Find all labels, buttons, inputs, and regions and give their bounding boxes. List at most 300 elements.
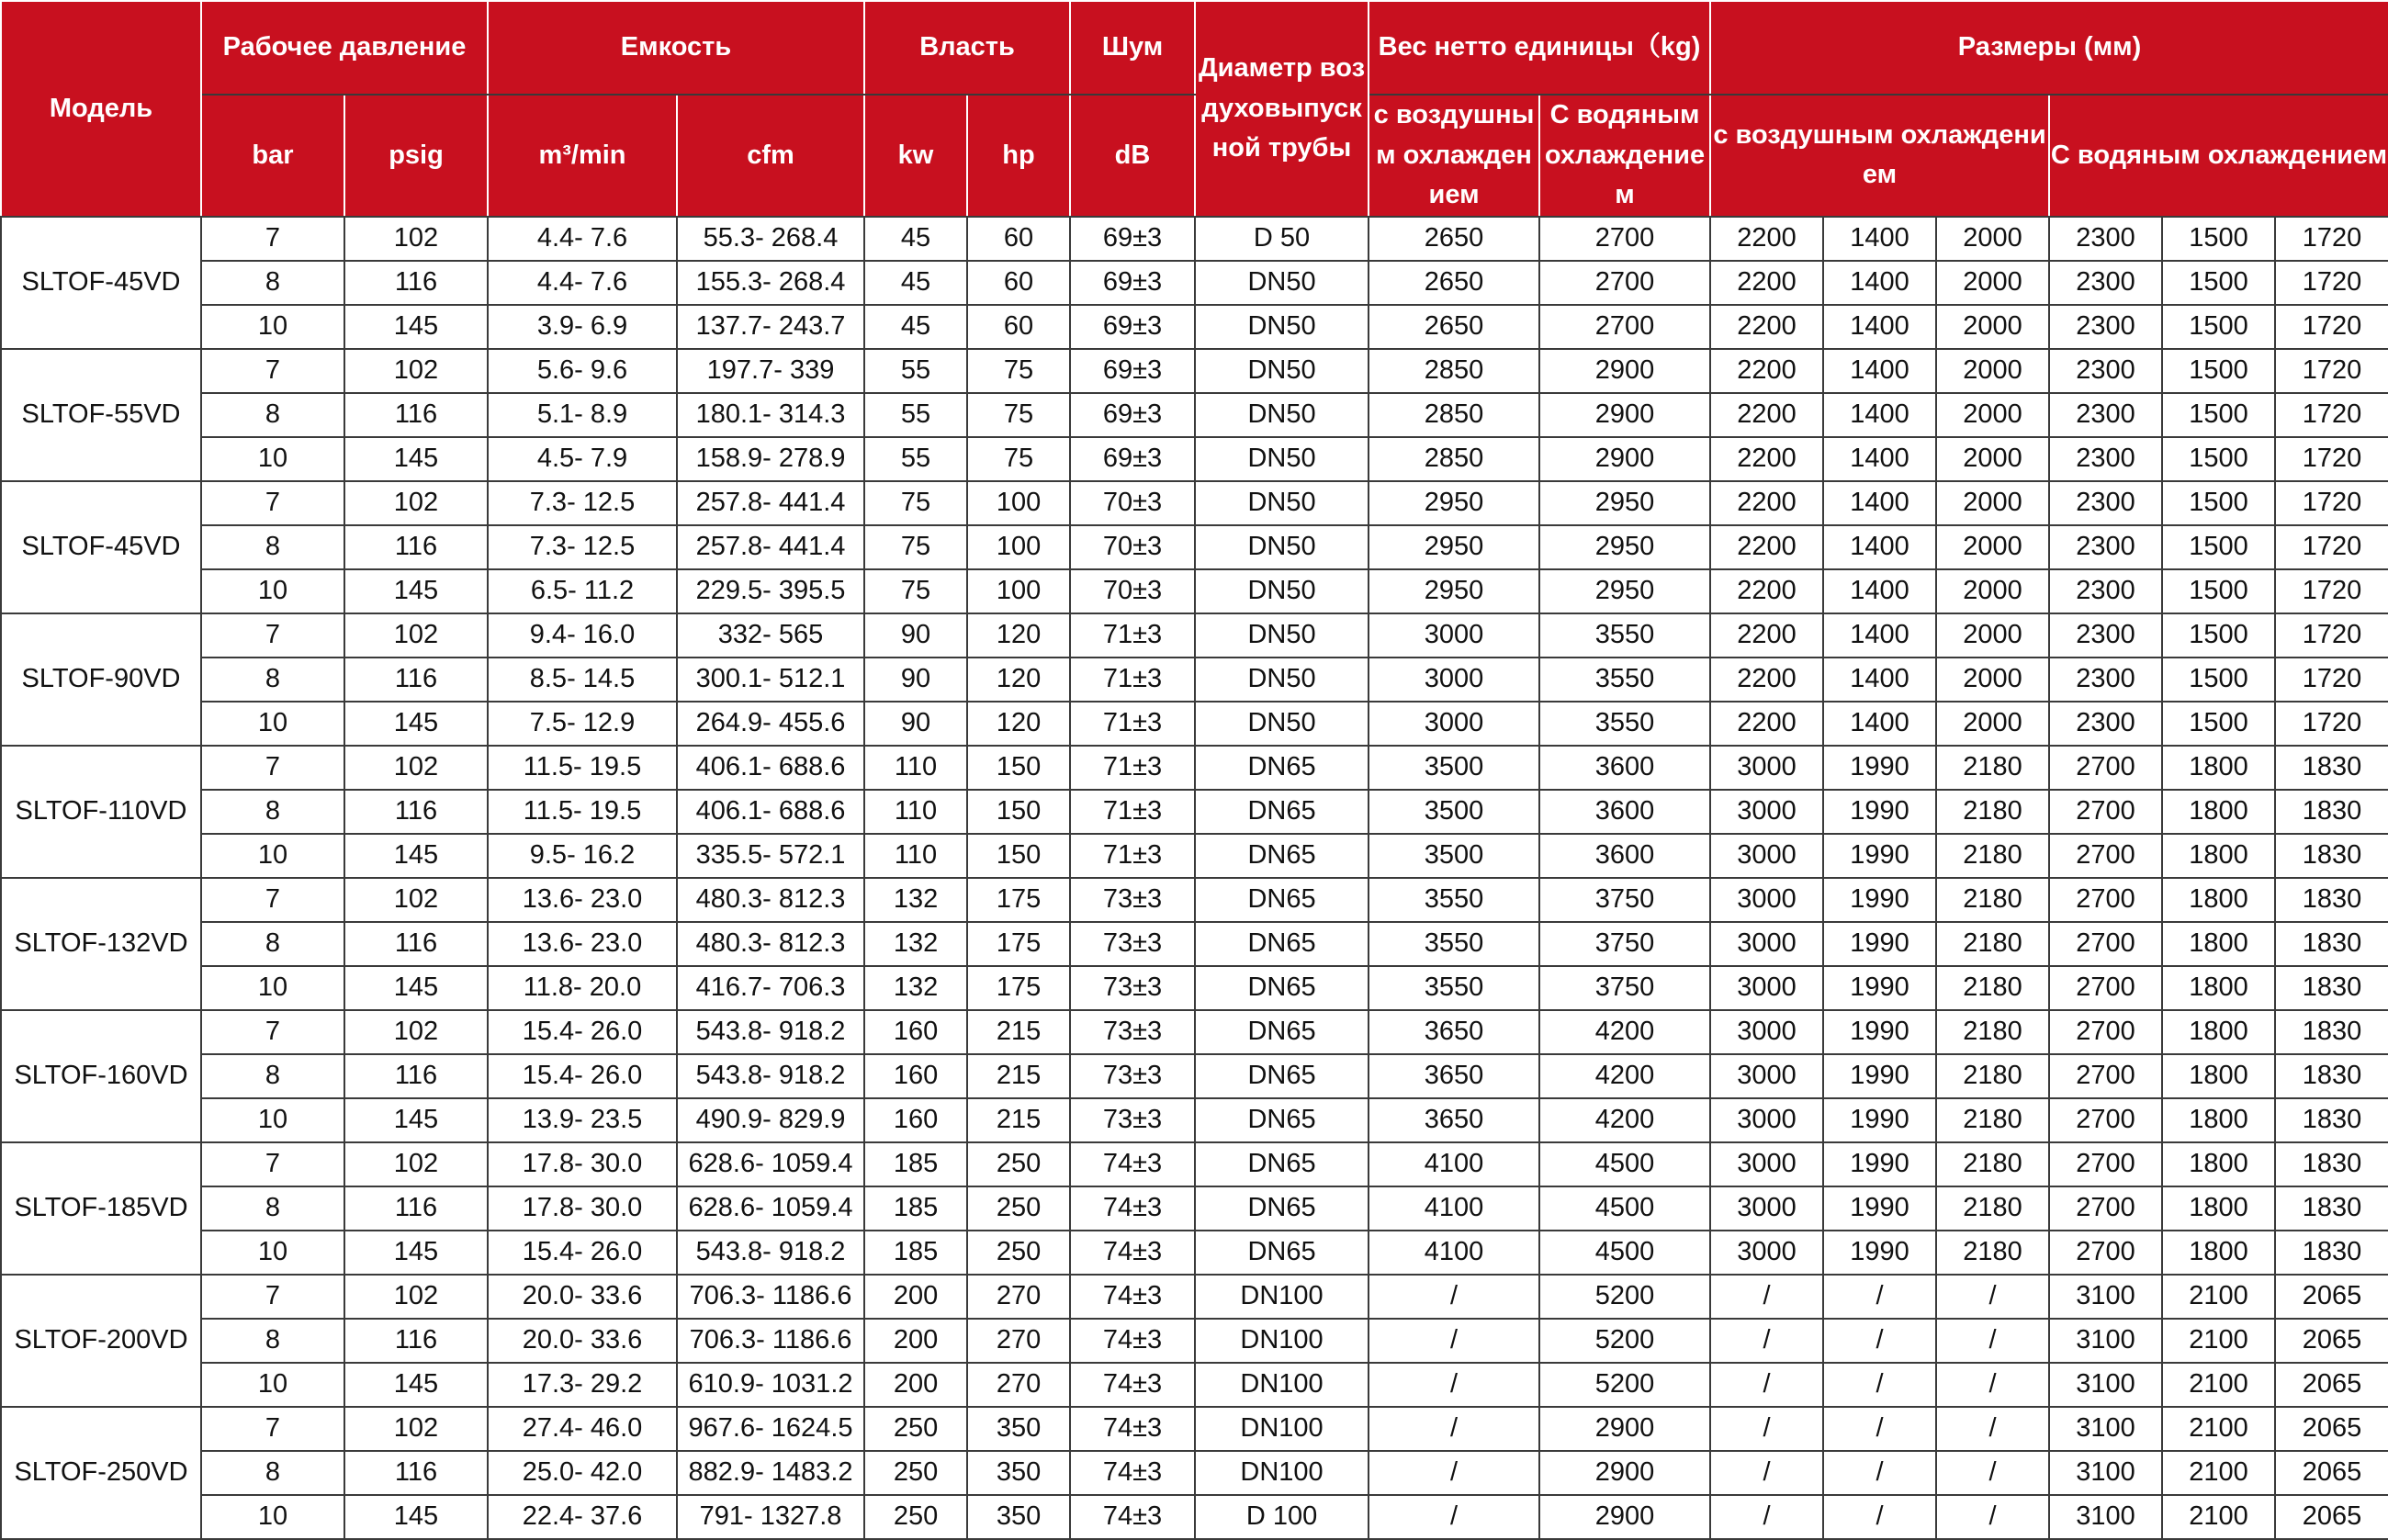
table-cell: 1400 bbox=[1823, 217, 1936, 261]
table-cell: 250 bbox=[967, 1231, 1070, 1275]
header-db: dB bbox=[1070, 95, 1195, 217]
table-cell: 3550 bbox=[1539, 658, 1710, 702]
table-cell: 2200 bbox=[1710, 437, 1823, 481]
table-cell: 406.1- 688.6 bbox=[677, 790, 864, 834]
header-capacity: Емкость bbox=[488, 1, 864, 95]
table-cell: 150 bbox=[967, 746, 1070, 790]
table-row bbox=[1, 1142, 2388, 1186]
table-cell: 250 bbox=[864, 1451, 967, 1495]
table-cell: 1800 bbox=[2162, 878, 2275, 922]
table-cell: 8 bbox=[201, 1319, 344, 1363]
table-cell: 1720 bbox=[2275, 481, 2388, 525]
table-cell: 3000 bbox=[1710, 746, 1823, 790]
table-cell: / bbox=[1369, 1407, 1539, 1451]
header-cfm: cfm bbox=[677, 95, 864, 217]
table-cell: 1990 bbox=[1823, 878, 1936, 922]
table-cell: 132 bbox=[864, 966, 967, 1010]
table-cell: 116 bbox=[344, 393, 488, 437]
table-cell: / bbox=[1369, 1319, 1539, 1363]
table-cell: 9.4- 16.0 bbox=[488, 613, 677, 658]
table-cell: 145 bbox=[344, 702, 488, 746]
table-cell: / bbox=[1710, 1407, 1823, 1451]
header-noise: Шум bbox=[1070, 1, 1195, 95]
table-cell: 10 bbox=[201, 702, 344, 746]
table-cell: 1990 bbox=[1823, 834, 1936, 878]
table-cell: 145 bbox=[344, 834, 488, 878]
table-row bbox=[1, 525, 2388, 569]
table-cell: 8 bbox=[201, 922, 344, 966]
table-row bbox=[1, 349, 2388, 393]
header-diameter: Диаметр воздуховыпускной трубы bbox=[1195, 1, 1369, 217]
table-cell: 2300 bbox=[2049, 437, 2162, 481]
table-cell: 158.9- 278.9 bbox=[677, 437, 864, 481]
table-cell: 7 bbox=[201, 1010, 344, 1054]
table-row bbox=[1, 613, 2388, 658]
table-cell: 2300 bbox=[2049, 305, 2162, 349]
table-cell: 2180 bbox=[1936, 790, 2049, 834]
table-cell: 45 bbox=[864, 261, 967, 305]
table-cell: 102 bbox=[344, 613, 488, 658]
table-cell: 9.5- 16.2 bbox=[488, 834, 677, 878]
table-cell: 1990 bbox=[1823, 1142, 1936, 1186]
table-cell: 2900 bbox=[1539, 1451, 1710, 1495]
table-cell: 2950 bbox=[1369, 525, 1539, 569]
table-cell: 2200 bbox=[1710, 525, 1823, 569]
table-cell: 145 bbox=[344, 966, 488, 1010]
table-cell: 4.4- 7.6 bbox=[488, 261, 677, 305]
table-cell: 116 bbox=[344, 525, 488, 569]
table-cell: 416.7- 706.3 bbox=[677, 966, 864, 1010]
table-cell: 73±3 bbox=[1070, 878, 1195, 922]
table-cell: 1400 bbox=[1823, 658, 1936, 702]
table-cell: 1500 bbox=[2162, 569, 2275, 613]
table-cell: 1800 bbox=[2162, 922, 2275, 966]
table-cell: / bbox=[1936, 1275, 2049, 1319]
table-cell: 1500 bbox=[2162, 217, 2275, 261]
table-row bbox=[1, 922, 2388, 966]
table-cell: 2000 bbox=[1936, 393, 2049, 437]
table-cell: / bbox=[1710, 1363, 1823, 1407]
table-cell: 120 bbox=[967, 658, 1070, 702]
table-cell: D 100 bbox=[1195, 1495, 1369, 1539]
header-weight-water: С водяным охлаждением bbox=[1539, 95, 1710, 217]
table-row bbox=[1, 569, 2388, 613]
table-cell: DN50 bbox=[1195, 525, 1369, 569]
table-cell: 1830 bbox=[2275, 1010, 2388, 1054]
table-cell: 1800 bbox=[2162, 1010, 2275, 1054]
table-cell: 120 bbox=[967, 702, 1070, 746]
table-cell: 74±3 bbox=[1070, 1407, 1195, 1451]
table-cell: 74±3 bbox=[1070, 1451, 1195, 1495]
table-cell: 90 bbox=[864, 702, 967, 746]
table-row bbox=[1, 1231, 2388, 1275]
header-power: Власть bbox=[864, 1, 1070, 95]
table-cell: 2180 bbox=[1936, 1231, 2049, 1275]
table-cell: 20.0- 33.6 bbox=[488, 1275, 677, 1319]
table-cell: DN65 bbox=[1195, 966, 1369, 1010]
table-cell: 2700 bbox=[2049, 966, 2162, 1010]
model-name-cell: SLTOF-110VD bbox=[1, 746, 201, 878]
table-cell: 1990 bbox=[1823, 1098, 1936, 1142]
table-cell: 2950 bbox=[1369, 569, 1539, 613]
table-cell: 2065 bbox=[2275, 1451, 2388, 1495]
table-cell: 2180 bbox=[1936, 1186, 2049, 1231]
table-cell: 250 bbox=[864, 1495, 967, 1539]
table-cell: 1400 bbox=[1823, 349, 1936, 393]
table-cell: / bbox=[1823, 1495, 1936, 1539]
table-cell: 1830 bbox=[2275, 1098, 2388, 1142]
table-row bbox=[1, 1363, 2388, 1407]
table-cell: 2650 bbox=[1369, 261, 1539, 305]
table-cell: 175 bbox=[967, 878, 1070, 922]
table-cell: 73±3 bbox=[1070, 1054, 1195, 1098]
table-cell: 3500 bbox=[1369, 790, 1539, 834]
table-cell: 1500 bbox=[2162, 261, 2275, 305]
table-cell: 1400 bbox=[1823, 613, 1936, 658]
header-weight: Вес нетто единицы（kg) bbox=[1369, 1, 1710, 95]
table-cell: 350 bbox=[967, 1407, 1070, 1451]
table-cell: 102 bbox=[344, 217, 488, 261]
table-cell: 70±3 bbox=[1070, 569, 1195, 613]
table-row bbox=[1, 658, 2388, 702]
table-cell: 102 bbox=[344, 746, 488, 790]
table-cell: 8 bbox=[201, 790, 344, 834]
table-cell: 10 bbox=[201, 966, 344, 1010]
table-cell: 7 bbox=[201, 349, 344, 393]
table-cell: 1500 bbox=[2162, 437, 2275, 481]
table-cell: 2000 bbox=[1936, 481, 2049, 525]
table-cell: / bbox=[1710, 1495, 1823, 1539]
table-cell: 3000 bbox=[1369, 658, 1539, 702]
table-cell: 350 bbox=[967, 1451, 1070, 1495]
table-cell: / bbox=[1823, 1451, 1936, 1495]
table-row bbox=[1, 878, 2388, 922]
table-cell: 15.4- 26.0 bbox=[488, 1231, 677, 1275]
table-cell: 7 bbox=[201, 1407, 344, 1451]
table-cell: 1830 bbox=[2275, 1054, 2388, 1098]
table-cell: 4100 bbox=[1369, 1231, 1539, 1275]
table-cell: 300.1- 512.1 bbox=[677, 658, 864, 702]
table-cell: 2180 bbox=[1936, 966, 2049, 1010]
table-cell: DN65 bbox=[1195, 1054, 1369, 1098]
table-cell: 1500 bbox=[2162, 349, 2275, 393]
table-cell: 145 bbox=[344, 1495, 488, 1539]
table-cell: 102 bbox=[344, 349, 488, 393]
table-cell: 257.8- 441.4 bbox=[677, 525, 864, 569]
table-cell: 10 bbox=[201, 1098, 344, 1142]
table-cell: 110 bbox=[864, 790, 967, 834]
table-row bbox=[1, 1451, 2388, 1495]
table-cell: 10 bbox=[201, 834, 344, 878]
table-cell: 102 bbox=[344, 481, 488, 525]
table-cell: 3000 bbox=[1710, 1010, 1823, 1054]
table-cell: 3000 bbox=[1710, 790, 1823, 834]
table-cell: 116 bbox=[344, 1054, 488, 1098]
header-model: Модель bbox=[1, 1, 201, 217]
table-cell: 2700 bbox=[2049, 878, 2162, 922]
table-cell: 1990 bbox=[1823, 790, 1936, 834]
table-cell: 3750 bbox=[1539, 922, 1710, 966]
table-row bbox=[1, 746, 2388, 790]
table-cell: 2700 bbox=[2049, 1142, 2162, 1186]
table-cell: 1800 bbox=[2162, 1054, 2275, 1098]
header-psig: psig bbox=[344, 95, 488, 217]
table-cell: 17.8- 30.0 bbox=[488, 1186, 677, 1231]
table-cell: 1800 bbox=[2162, 1231, 2275, 1275]
table-cell: 3000 bbox=[1369, 613, 1539, 658]
table-cell: 1830 bbox=[2275, 1142, 2388, 1186]
header-dim-air: с воздушным охлаждением bbox=[1710, 95, 2049, 217]
table-cell: / bbox=[1936, 1407, 2049, 1451]
table-cell: / bbox=[1936, 1363, 2049, 1407]
table-cell: 2180 bbox=[1936, 1054, 2049, 1098]
table-cell: 55.3- 268.4 bbox=[677, 217, 864, 261]
table-cell: 120 bbox=[967, 613, 1070, 658]
table-cell: 17.3- 29.2 bbox=[488, 1363, 677, 1407]
table-cell: 1500 bbox=[2162, 658, 2275, 702]
table-cell: 1500 bbox=[2162, 613, 2275, 658]
table-cell: 175 bbox=[967, 966, 1070, 1010]
table-cell: 3000 bbox=[1710, 922, 1823, 966]
table-cell: 55 bbox=[864, 437, 967, 481]
table-cell: 3000 bbox=[1710, 878, 1823, 922]
table-cell: 2650 bbox=[1369, 217, 1539, 261]
table-cell: / bbox=[1936, 1495, 2049, 1539]
table-cell: 2200 bbox=[1710, 613, 1823, 658]
table-cell: 75 bbox=[967, 393, 1070, 437]
table-cell: 8 bbox=[201, 1186, 344, 1231]
table-row bbox=[1, 1010, 2388, 1054]
table-cell: 100 bbox=[967, 569, 1070, 613]
table-cell: 1830 bbox=[2275, 1231, 2388, 1275]
table-cell: 5200 bbox=[1539, 1275, 1710, 1319]
table-cell: 102 bbox=[344, 1010, 488, 1054]
table-cell: 1990 bbox=[1823, 1231, 1936, 1275]
table-cell: 180.1- 314.3 bbox=[677, 393, 864, 437]
table-cell: DN65 bbox=[1195, 922, 1369, 966]
table-cell: DN50 bbox=[1195, 349, 1369, 393]
table-cell: 2300 bbox=[2049, 261, 2162, 305]
table-cell: 1720 bbox=[2275, 702, 2388, 746]
table-cell: 90 bbox=[864, 613, 967, 658]
table-cell: / bbox=[1369, 1451, 1539, 1495]
table-cell: 490.9- 829.9 bbox=[677, 1098, 864, 1142]
table-cell: 145 bbox=[344, 437, 488, 481]
table-cell: 1720 bbox=[2275, 305, 2388, 349]
table-row bbox=[1, 437, 2388, 481]
table-cell: 2900 bbox=[1539, 349, 1710, 393]
table-cell: / bbox=[1710, 1451, 1823, 1495]
table-cell: 1400 bbox=[1823, 261, 1936, 305]
model-name-cell: SLTOF-55VD bbox=[1, 349, 201, 481]
header-pressure: Рабочее давление bbox=[201, 1, 488, 95]
table-cell: 10 bbox=[201, 437, 344, 481]
table-cell: 2200 bbox=[1710, 393, 1823, 437]
table-cell: 4100 bbox=[1369, 1142, 1539, 1186]
model-name-cell: SLTOF-250VD bbox=[1, 1407, 201, 1539]
table-cell: 7 bbox=[201, 746, 344, 790]
table-row bbox=[1, 834, 2388, 878]
table-cell: 1830 bbox=[2275, 1186, 2388, 1231]
table-cell: 8 bbox=[201, 525, 344, 569]
model-name-cell: SLTOF-200VD bbox=[1, 1275, 201, 1407]
table-cell: 100 bbox=[967, 481, 1070, 525]
table-cell: 3100 bbox=[2049, 1495, 2162, 1539]
table-cell: 3000 bbox=[1369, 702, 1539, 746]
model-name-cell: SLTOF-90VD bbox=[1, 613, 201, 746]
table-cell: DN65 bbox=[1195, 1142, 1369, 1186]
table-cell: 1720 bbox=[2275, 613, 2388, 658]
table-cell: 2000 bbox=[1936, 525, 2049, 569]
table-cell: 1800 bbox=[2162, 1186, 2275, 1231]
table-cell: 10 bbox=[201, 305, 344, 349]
table-cell: 11.5- 19.5 bbox=[488, 746, 677, 790]
table-cell: 3000 bbox=[1710, 1231, 1823, 1275]
table-cell: DN50 bbox=[1195, 569, 1369, 613]
table-cell: 3600 bbox=[1539, 834, 1710, 878]
table-cell: 1800 bbox=[2162, 1098, 2275, 1142]
table-cell: / bbox=[1823, 1363, 1936, 1407]
table-cell: 69±3 bbox=[1070, 261, 1195, 305]
table-cell: 1400 bbox=[1823, 481, 1936, 525]
table-cell: 3000 bbox=[1710, 1186, 1823, 1231]
table-cell: / bbox=[1710, 1275, 1823, 1319]
table-cell: 74±3 bbox=[1070, 1275, 1195, 1319]
table-cell: / bbox=[1936, 1451, 2049, 1495]
table-cell: 1830 bbox=[2275, 790, 2388, 834]
table-cell: 2065 bbox=[2275, 1363, 2388, 1407]
table-cell: 8 bbox=[201, 1054, 344, 1098]
table-cell: 4100 bbox=[1369, 1186, 1539, 1231]
table-cell: 1990 bbox=[1823, 1010, 1936, 1054]
table-cell: 791- 1327.8 bbox=[677, 1495, 864, 1539]
model-name-cell: SLTOF-185VD bbox=[1, 1142, 201, 1275]
table-cell: 250 bbox=[864, 1407, 967, 1451]
table-cell: 11.5- 19.5 bbox=[488, 790, 677, 834]
table-cell: / bbox=[1369, 1495, 1539, 1539]
table-cell: 2850 bbox=[1369, 393, 1539, 437]
table-cell: 45 bbox=[864, 305, 967, 349]
table-cell: 10 bbox=[201, 1495, 344, 1539]
table-cell: 22.4- 37.6 bbox=[488, 1495, 677, 1539]
table-cell: 3000 bbox=[1710, 1054, 1823, 1098]
table-row bbox=[1, 393, 2388, 437]
table-cell: 1400 bbox=[1823, 569, 1936, 613]
table-cell: 73±3 bbox=[1070, 966, 1195, 1010]
table-cell: 480.3- 812.3 bbox=[677, 922, 864, 966]
table-cell: 3650 bbox=[1369, 1010, 1539, 1054]
table-cell: / bbox=[1710, 1319, 1823, 1363]
table-cell: 4.4- 7.6 bbox=[488, 217, 677, 261]
table-cell: 2300 bbox=[2049, 702, 2162, 746]
table-cell: 2180 bbox=[1936, 922, 2049, 966]
table-cell: 74±3 bbox=[1070, 1186, 1195, 1231]
table-cell: 1990 bbox=[1823, 1054, 1936, 1098]
table-cell: 2200 bbox=[1710, 569, 1823, 613]
table-cell: 628.6- 1059.4 bbox=[677, 1186, 864, 1231]
table-cell: 7 bbox=[201, 1142, 344, 1186]
table-cell: 27.4- 46.0 bbox=[488, 1407, 677, 1451]
table-row bbox=[1, 1186, 2388, 1231]
table-cell: 185 bbox=[864, 1186, 967, 1231]
table-cell: 132 bbox=[864, 878, 967, 922]
table-cell: 2700 bbox=[2049, 1231, 2162, 1275]
table-cell: / bbox=[1823, 1319, 1936, 1363]
table-cell: 2100 bbox=[2162, 1363, 2275, 1407]
model-name-cell: SLTOF-45VD bbox=[1, 217, 201, 349]
table-cell: 1500 bbox=[2162, 393, 2275, 437]
table-cell: 2950 bbox=[1539, 525, 1710, 569]
table-cell: 200 bbox=[864, 1319, 967, 1363]
table-cell: 102 bbox=[344, 878, 488, 922]
table-cell: 102 bbox=[344, 1142, 488, 1186]
table-cell: 7.5- 12.9 bbox=[488, 702, 677, 746]
table-cell: 2200 bbox=[1710, 702, 1823, 746]
table-cell: DN65 bbox=[1195, 1231, 1369, 1275]
table-cell: 215 bbox=[967, 1054, 1070, 1098]
table-cell: 71±3 bbox=[1070, 790, 1195, 834]
table-cell: 69±3 bbox=[1070, 393, 1195, 437]
table-cell: / bbox=[1369, 1363, 1539, 1407]
table-cell: 628.6- 1059.4 bbox=[677, 1142, 864, 1186]
header-hp: hp bbox=[967, 95, 1070, 217]
table-cell: 4200 bbox=[1539, 1054, 1710, 1098]
table-cell: 3500 bbox=[1369, 746, 1539, 790]
table-cell: 69±3 bbox=[1070, 349, 1195, 393]
table-cell: 13.9- 23.5 bbox=[488, 1098, 677, 1142]
table-cell: 55 bbox=[864, 393, 967, 437]
table-cell: 4500 bbox=[1539, 1142, 1710, 1186]
table-row bbox=[1, 261, 2388, 305]
table-cell: DN65 bbox=[1195, 1010, 1369, 1054]
table-cell: 2065 bbox=[2275, 1495, 2388, 1539]
header-weight-air: с воздушным охлаждением bbox=[1369, 95, 1539, 217]
table-cell: 150 bbox=[967, 834, 1070, 878]
table-cell: DN100 bbox=[1195, 1407, 1369, 1451]
table-cell: 2700 bbox=[2049, 1054, 2162, 1098]
table-cell: 8 bbox=[201, 261, 344, 305]
table-cell: 706.3- 1186.6 bbox=[677, 1275, 864, 1319]
table-cell: 215 bbox=[967, 1010, 1070, 1054]
table-cell: 4500 bbox=[1539, 1231, 1710, 1275]
table-cell: 610.9- 1031.2 bbox=[677, 1363, 864, 1407]
table-cell: 70±3 bbox=[1070, 525, 1195, 569]
table-cell: 2100 bbox=[2162, 1275, 2275, 1319]
table-cell: 3500 bbox=[1369, 834, 1539, 878]
table-cell: 882.9- 1483.2 bbox=[677, 1451, 864, 1495]
table-cell: 69±3 bbox=[1070, 305, 1195, 349]
table-cell: 2900 bbox=[1539, 1407, 1710, 1451]
table-cell: 74±3 bbox=[1070, 1142, 1195, 1186]
table-cell: 3000 bbox=[1710, 1142, 1823, 1186]
table-cell: / bbox=[1369, 1275, 1539, 1319]
table-cell: 2100 bbox=[2162, 1319, 2275, 1363]
table-cell: 2700 bbox=[1539, 305, 1710, 349]
table-cell: 71±3 bbox=[1070, 834, 1195, 878]
model-name-cell: SLTOF-160VD bbox=[1, 1010, 201, 1142]
table-cell: 2950 bbox=[1539, 569, 1710, 613]
table-cell: 2000 bbox=[1936, 349, 2049, 393]
table-cell: 2180 bbox=[1936, 1098, 2049, 1142]
table-cell: 73±3 bbox=[1070, 1098, 1195, 1142]
table-cell: 3650 bbox=[1369, 1054, 1539, 1098]
table-cell: 60 bbox=[967, 261, 1070, 305]
table-cell: 1800 bbox=[2162, 746, 2275, 790]
table-cell: 116 bbox=[344, 1451, 488, 1495]
table-cell: 75 bbox=[967, 349, 1070, 393]
table-cell: 70±3 bbox=[1070, 481, 1195, 525]
table-cell: 2300 bbox=[2049, 569, 2162, 613]
